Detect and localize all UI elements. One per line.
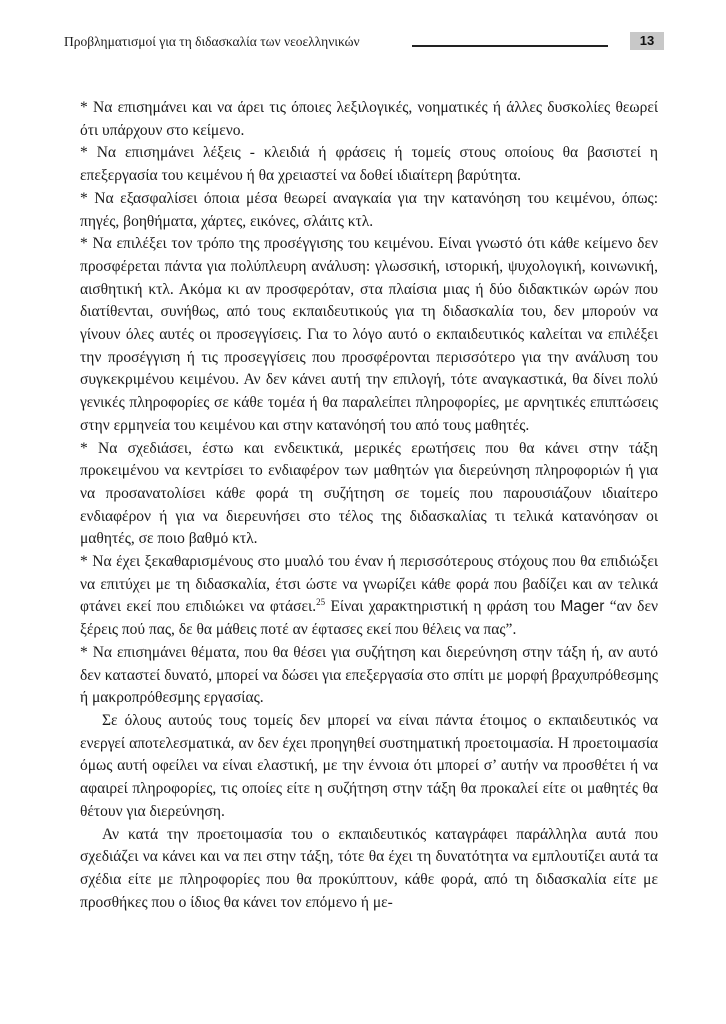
bullet-item-6-middle: Είναι χαρακτηριστική η φράση του: [325, 598, 561, 616]
bullet-item-3: * Να εξασφαλίσει όποια μέσα θεωρεί αναγκαία για την κατανόηση του κειμένου, όπως: πηγές, βοηθήματα, χάρτες, εικόνες, σλάιτς κτλ.: [80, 189, 658, 230]
running-title: Προβληματισμοί για τη διδασκαλία των νεοελληνικών: [64, 34, 360, 49]
header-rule: [412, 45, 608, 47]
footnote-ref: 25: [316, 597, 326, 608]
page-number: 13: [630, 32, 664, 50]
bullet-item-2: * Να επισημάνει λέξεις - κλειδιά ή φράσεις ή τομείς στους οποίους θα βασιστεί η επεξεργασία του κειμένου ή θα χρειαστεί να δοθεί ιδιαίτερη βαρύτητα.: [80, 144, 658, 185]
bullet-item-6-text: * Να έχει ξεκαθαρισμένους στο μυαλό του έναν ή περισσότερους στόχους που θα επιδιώξει να επιτύχει με τη διδασκαλία, έτσι ώστε να γνωρίζει κάθε φορά που βαδίζει και αν τελικά φτάνει εκεί που επιδιώκει να φτάσει.: [80, 553, 658, 616]
bullet-item-6: [80, 551, 658, 642]
bullet-item-5: * Να σχεδιάσει, έστω και ενδεικτικά, μερικές ερωτήσεις που θα κάνει στην τάξη προκειμένου να κεντρίσει το ενδιαφέρον των μαθητών για διερεύνηση πληροφοριών ή για να προσανατολίσει κάθε φορά τη συζήτηση σε τομείς που παρουσιάζουν ιδιαίτερο ενδιαφέρον ή για να διερευνήσει στο τέλος της διδασκαλίας τι τελικά κατανόησαν οι μαθητές, σε ποιο βαθμό κτλ.: [80, 439, 658, 548]
bullet-item-1: * Να επισημάνει και να άρει τις όποιες λεξιλογικές, νοηματικές ή άλλες δυσκολίες θεωρεί ότι υπάρχουν στο κείμενο.: [80, 99, 658, 139]
bullet-item-7: * Να επισημάνει θέματα, που θα θέσει για συζήτηση και διερεύνηση στην τάξη ή, αν αυτό δεν καταστεί δυνατό, μπορεί να δώσει για επεξεργασία στο σπίτι με μορφή βραχυπρόθεσμης ή μακροπρόθεσμης εργασίας.: [80, 643, 658, 707]
bullet-item-4: * Να επιλέξει τον τρόπο της προσέγγισης του κειμένου. Είναι γνωστό ότι κάθε κείμενο δεν προσφέρεται πάντα για πολύπλευρη ανάλυση: γλωσσική, ιστορική, ψυχολογική, κοινωνική, αισθητική κτλ. Ακόμα κι αν προσφερόταν, στα πλαίσια μιας ή δύο διδακτικών ωρών που διατίθενται, συνήθως, από τους εκπαιδευτικούς για τη διδασκαλία του, δεν μπορούν να γίνουν όλες αυτές οι προσεγγίσεις. Για το λόγο αυτό ο εκπαιδευτικός καλείται να επιλέξει την προσέγγιση ή τις προσεγγίσεις που προσφέρονται περισσότερο για την ανάλυση του συγκεκριμένου κειμένου. Αν δεν κάνει αυτή την επιλογή, τότε αναγκαστικά, θα δίνει πολύ γενικές πληροφορίες σε κάθε τομέα ή θα παραλείπει πληροφορίες, με αρνητικές επιπτώσεις στην ερμηνεία του κειμένου και στην κατανόησή του από τους μαθητές.: [80, 235, 658, 434]
body-paragraph-2: Αν κατά την προετοιμασία του ο εκπαιδευτικός καταγράφει παράλληλα αυτά που σχεδιάζει να κάνει και να πει στην τάξη, τότε θα έχει τη δυνατότητα να εμπλουτίζει αυτά τα σχέδια είτε με πληροφορίες που θα προκύπτουν, κάθε φορά, από τη διδασκαλία είτε με προσθήκες που ο ίδιος θα κάνει τον επόμενο ή με-: [80, 825, 658, 911]
page-header: [64, 30, 672, 54]
author-name: Mager: [560, 598, 605, 616]
body-paragraph-1: Σε όλους αυτούς τους τομείς δεν μπορεί να είναι πάντα έτοιμος ο εκπαιδευτικός να ενεργεί αποτελεσματικά, αν δεν έχει προηγηθεί συστηματική προετοιμασία. Η προετοιμασία όμως αυτή οφείλει να είναι ελαστική, με την έννοια ότι μπορεί σ’ αυτήν να προσθέτει ή να αφαιρεί πληροφορίες, τις οποίες είτε η συζήτηση στην τάξη θα προκαλεί είτε οι μαθητές θα θέτουν για διερεύνηση.: [80, 711, 658, 820]
mager-quote: “αν δεν ξέρεις πού πας, δε θα μάθεις ποτέ αν έφτασες εκεί που θέλεις να πας”.: [80, 598, 658, 639]
body-text: [80, 97, 658, 914]
